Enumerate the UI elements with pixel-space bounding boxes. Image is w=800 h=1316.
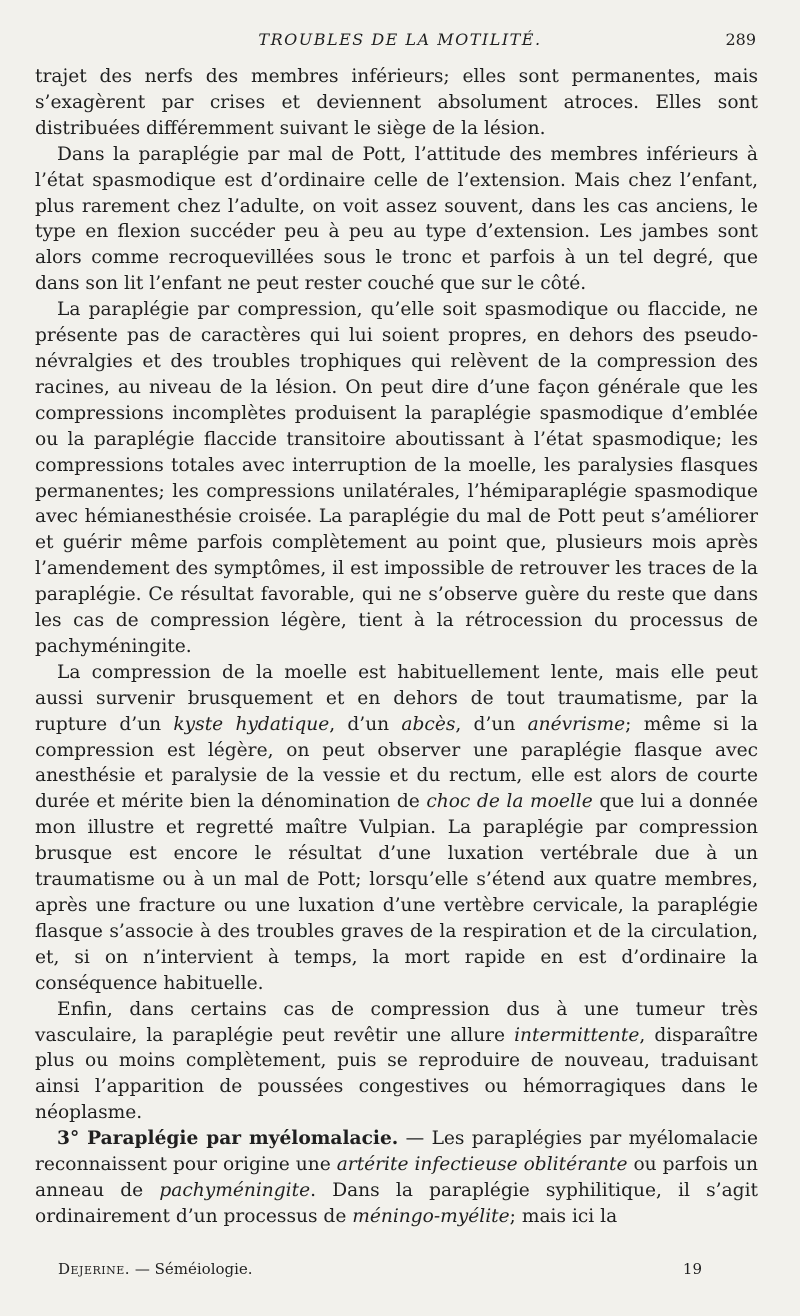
- text-run: Dans la paraplégie par mal de Pott, l’attitude des membres inférieurs à l’état spasmodique est d’ordinaire celle de l’extension. Mais chez l’enfant, plus rarement chez l’adulte, on voit assez souvent, dans les cas anciens, le type en flexion succéder peu à peu au type d’extension. Les jambes sont alors comme recroquevillées sous le tronc et parfois à un tel degré, que dans son lit l’enfant ne peut rester couché que sur le côté.: [35, 143, 758, 295]
- italic-term: intermittente: [514, 1024, 640, 1046]
- section-heading: 3° Paraplégie par myélomalacie.: [57, 1128, 399, 1150]
- text-run: — Les paraplégies par myélomalacie reconnaissent pour origine une: [35, 1128, 758, 1176]
- text-run: que lui a donnée mon illustre et regretté maître Vulpian. La paraplégie par compression brusque est encore le résultat d’une luxation vertébrale due à un traumatisme ou à un mal de Pott; lorsqu’elle s’étend aux quatre membres, après une fracture ou une luxation d’une vertèbre cervicale, la paraplégie flasque s’associe à des troubles graves de la respiration et de la circulation, et, si on n’intervient à temps, la mort rapide en est d’ordinaire la conséquence habituelle.: [35, 791, 758, 994]
- italic-term: anévrisme: [527, 713, 626, 735]
- paragraph: [35, 297, 758, 660]
- footer-book: Séméiologie.: [154, 1260, 253, 1278]
- text-run: . Dans la paraplégie syphilitique, il s’agit ordinairement d’un processus de: [35, 1179, 759, 1227]
- italic-term: kyste hydatique: [173, 713, 330, 735]
- italic-term: méningo-myélite: [352, 1205, 510, 1227]
- text-run: La paraplégie par compression, qu’elle soit spasmodique ou flaccide, ne présente pas de caractères qui lui soient propres, en dehors des pseudo-névralgies et des troubles trophiques qui relèvent de la compression des racines, au niveau de la lésion. On peut dire d’une façon générale que les compressions incomplètes produisent la paraplégie spasmodique d’emblée ou la paraplégie flaccide transitoire aboutissant à l’état spasmodique; les compressions totales avec interruption de la moelle, les paralysies flasques permanentes; les compressions unilatérales, l’hémiparaplégie spasmodique avec hémianesthésie croisée. La paraplégie du mal de Pott peut s’améliorer et guérir même parfois complètement au point que, plusieurs mois après l’amendement des symptômes, il est impossible de retrouver les traces de la paraplégie. Ce résultat favorable, qui ne s’observe guère du reste que dans les cas de compression légère, tient à la rétrocession du processus de pachyméningite.: [35, 299, 758, 657]
- text-run: ; mais ici la: [509, 1205, 618, 1227]
- italic-term: pachyméningite: [159, 1179, 311, 1201]
- text-run: trajet des nerfs des membres inférieurs; elles sont permanentes, mais s’exagèrent par crises et deviennent absolument atroces. Elles sont distribuées différemment suivant le siège de la lésion.: [35, 66, 758, 139]
- paragraph: [35, 64, 758, 142]
- body-text: [35, 64, 758, 1230]
- paragraph: [35, 997, 758, 1127]
- text-run: , disparaître plus ou moins complètement, puis se reproduire de nouveau, traduisant ainsi l’apparition de poussées congestives ou hémorragiques dans le néoplasme.: [35, 1024, 758, 1124]
- text-run: , d’un: [455, 713, 528, 735]
- page-footer: [58, 1260, 730, 1286]
- running-head: TROUBLES DE LA MOTILITÉ.: [258, 30, 542, 49]
- italic-term: artérite infectieuse oblitérante: [336, 1154, 628, 1176]
- paragraph: [35, 142, 758, 297]
- page-header: [0, 30, 800, 54]
- text-run: Enfin, dans certains cas de compression dus à une tumeur très vasculaire, la paraplégie peut revêtir une allure: [35, 998, 758, 1046]
- text-run: , d’un: [329, 713, 402, 735]
- footer-citation: [58, 1260, 253, 1278]
- text-run: La compression de la moelle est habituellement lente, mais elle peut aussi survenir brusquement et en dehors de tout traumatisme, par la rupture d’un: [35, 661, 758, 735]
- footer-author: Dejerine.: [58, 1260, 131, 1278]
- page-number: 289: [725, 30, 756, 49]
- text-run: ou parfois un anneau de: [35, 1154, 759, 1201]
- text-run: ; même si la compression est légère, on peut observer une paraplégie flasque avec anesthésie et paralysie de la vessie et du rectum, elle est alors de courte durée et mérite bien la dénomination de: [35, 713, 759, 813]
- paragraph: [35, 660, 758, 997]
- paragraph: [35, 1126, 758, 1230]
- italic-term: choc de la moelle: [426, 791, 593, 813]
- italic-term: abcès: [401, 713, 456, 735]
- signature-mark: 19: [682, 1260, 702, 1278]
- footer-separator: —: [134, 1260, 150, 1278]
